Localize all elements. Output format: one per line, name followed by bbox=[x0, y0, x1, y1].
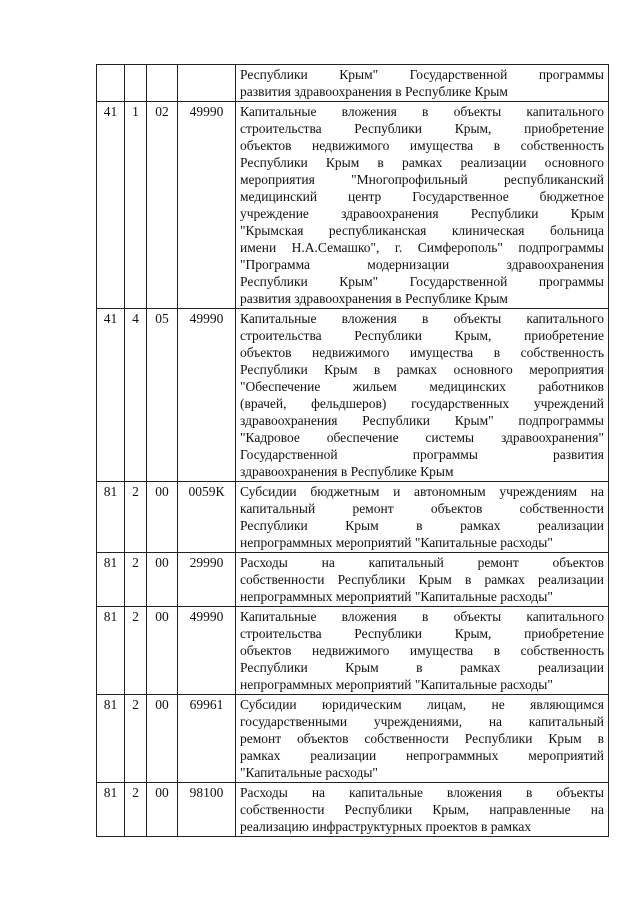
description-line: собственности Республики Крым в рамках реализации bbox=[240, 572, 604, 587]
table-row bbox=[97, 553, 609, 607]
description-line: "Крымская республиканская клиническая больница bbox=[240, 223, 604, 238]
description-line: (врачей, фельдшеров) государственных учреждений bbox=[240, 396, 604, 411]
description-line: строительства Республики Крым, приобретение bbox=[240, 328, 604, 343]
description-line: строительства Республики Крым, приобретение bbox=[240, 121, 604, 136]
table-row bbox=[97, 309, 609, 482]
description-cell bbox=[236, 102, 609, 309]
description-line: ремонт объектов собственности Республики Крым в bbox=[240, 731, 604, 746]
description-line: Расходы на капитальные вложения в объекты bbox=[240, 785, 604, 800]
description-line: медицинский центр Государственное бюджетное bbox=[240, 189, 604, 204]
description-line: Капитальные вложения в объекты капитального bbox=[240, 609, 604, 624]
description-line: непрограммных мероприятий "Капитальные расходы" bbox=[240, 677, 553, 692]
code-cell-2: 1 bbox=[125, 102, 147, 309]
description-line: здравоохранения Республики Крым" подпрограммы bbox=[240, 413, 604, 428]
code-cell-4: 49990 bbox=[178, 607, 236, 695]
table-body bbox=[97, 65, 609, 837]
code-cell-1: 41 bbox=[97, 309, 125, 482]
table-row bbox=[97, 783, 609, 837]
description-line: объектов недвижимого имущества в собственность bbox=[240, 345, 604, 360]
code-cell-4 bbox=[178, 65, 236, 102]
description-cell bbox=[236, 482, 609, 553]
code-cell-1: 81 bbox=[97, 553, 125, 607]
description-line: Капитальные вложения в объекты капитального bbox=[240, 104, 604, 119]
description-line: собственности Республики Крым, направленные на bbox=[240, 802, 604, 817]
description-line: Республики Крым" Государственной программы bbox=[240, 67, 604, 82]
description-line: государственными учреждениями, на капитальный bbox=[240, 714, 604, 729]
description-line: учреждение здравоохранения Республики Крым bbox=[240, 206, 604, 221]
description-cell bbox=[236, 695, 609, 783]
code-cell-1 bbox=[97, 65, 125, 102]
description-line: "Кадровое обеспечение системы здравоохранения" bbox=[240, 430, 604, 445]
code-cell-2 bbox=[125, 65, 147, 102]
description-line: капитальный ремонт объектов собственности bbox=[240, 501, 604, 516]
code-cell-3: 05 bbox=[147, 309, 178, 482]
description-cell bbox=[236, 607, 609, 695]
description-line: здравоохранения в Республике Крым bbox=[240, 464, 454, 479]
description-line: Республики Крым в рамках реализации bbox=[240, 660, 604, 675]
description-line: строительства Республики Крым, приобретение bbox=[240, 626, 604, 641]
code-cell-1: 41 bbox=[97, 102, 125, 309]
description-line: Республики Крым" Государственной программы bbox=[240, 274, 604, 289]
code-cell-4: 69961 bbox=[178, 695, 236, 783]
code-cell-2: 2 bbox=[125, 607, 147, 695]
description-cell bbox=[236, 553, 609, 607]
description-line: мероприятия "Многопрофильный республиканский bbox=[240, 172, 604, 187]
description-line: Республики Крым в рамках реализации основного bbox=[240, 155, 604, 170]
code-cell-4: 49990 bbox=[178, 102, 236, 309]
description-line: развития здравоохранения в Республике Крым bbox=[240, 84, 508, 99]
code-cell-4: 98100 bbox=[178, 783, 236, 837]
description-line: рамках реализации непрограммных мероприятий bbox=[240, 748, 604, 763]
table-row bbox=[97, 482, 609, 553]
code-cell-3: 00 bbox=[147, 553, 178, 607]
code-cell-4: 49990 bbox=[178, 309, 236, 482]
description-line: развития здравоохранения в Республике Крым bbox=[240, 291, 508, 306]
description-line: имени Н.А.Семашко", г. Симферополь" подпрограммы bbox=[240, 240, 604, 255]
table-row bbox=[97, 607, 609, 695]
code-cell-3: 00 bbox=[147, 783, 178, 837]
description-line: Государственной программы развития bbox=[240, 447, 604, 462]
code-cell-3: 00 bbox=[147, 482, 178, 553]
table-row bbox=[97, 65, 609, 102]
description-line: непрограммных мероприятий "Капитальные расходы" bbox=[240, 589, 553, 604]
description-line: Капитальные вложения в объекты капитального bbox=[240, 311, 604, 326]
description-line: объектов недвижимого имущества в собственность bbox=[240, 138, 604, 153]
table-row bbox=[97, 102, 609, 309]
description-cell bbox=[236, 65, 609, 102]
description-line: Субсидии бюджетным и автономным учреждениям на bbox=[240, 484, 604, 499]
code-cell-1: 81 bbox=[97, 783, 125, 837]
code-cell-2: 2 bbox=[125, 783, 147, 837]
code-cell-1: 81 bbox=[97, 482, 125, 553]
code-cell-3: 00 bbox=[147, 695, 178, 783]
description-line: "Программа модернизации здравоохранения bbox=[240, 257, 604, 272]
code-cell-1: 81 bbox=[97, 695, 125, 783]
code-cell-3 bbox=[147, 65, 178, 102]
code-cell-2: 2 bbox=[125, 695, 147, 783]
code-cell-2: 2 bbox=[125, 553, 147, 607]
description-line: Субсидии юридическим лицам, не являющимся bbox=[240, 697, 604, 712]
code-cell-2: 2 bbox=[125, 482, 147, 553]
description-line: "Капитальные расходы" bbox=[240, 765, 378, 780]
description-line: "Обеспечение жильем медицинских работников bbox=[240, 379, 604, 394]
description-line: реализацию инфраструктурных проектов в рамках bbox=[240, 819, 532, 834]
description-line: Республики Крым в рамках основного мероприятия bbox=[240, 362, 604, 377]
description-line: объектов недвижимого имущества в собственность bbox=[240, 643, 604, 658]
code-cell-4: 0059К bbox=[178, 482, 236, 553]
code-cell-1: 81 bbox=[97, 607, 125, 695]
description-cell bbox=[236, 309, 609, 482]
table-row bbox=[97, 695, 609, 783]
code-cell-4: 29990 bbox=[178, 553, 236, 607]
description-cell bbox=[236, 783, 609, 837]
description-line: непрограммных мероприятий "Капитальные расходы" bbox=[240, 535, 553, 550]
description-line: Республики Крым в рамках реализации bbox=[240, 518, 604, 533]
code-cell-2: 4 bbox=[125, 309, 147, 482]
description-line: Расходы на капитальный ремонт объектов bbox=[240, 555, 604, 570]
code-cell-3: 02 bbox=[147, 102, 178, 309]
code-cell-3: 00 bbox=[147, 607, 178, 695]
budget-classification-table bbox=[96, 64, 609, 837]
